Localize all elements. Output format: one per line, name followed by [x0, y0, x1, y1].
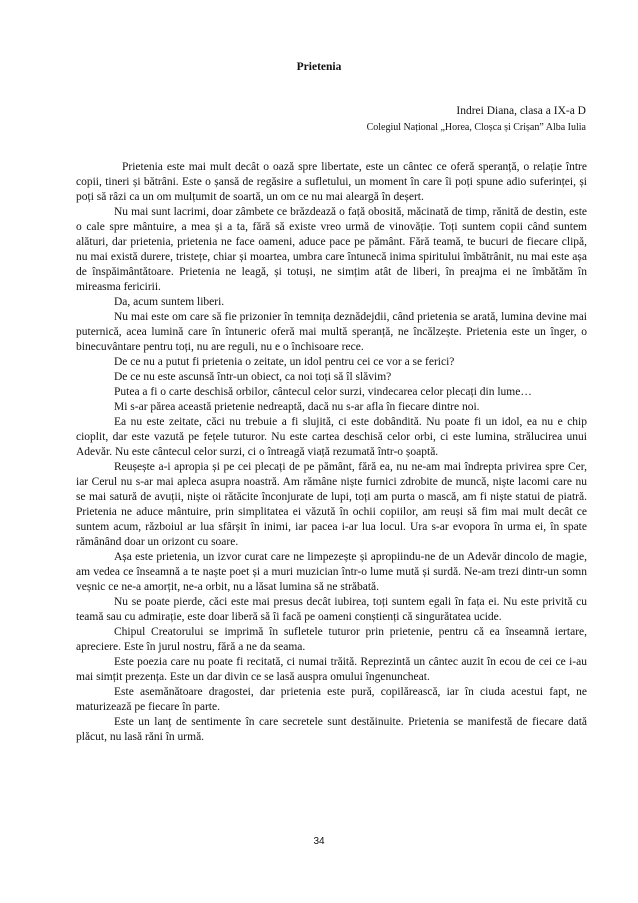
paragraph: Nu mai este om care să fie prizonier în temnița deznădejdii, când prietenia se arată, lumina devine mai puternică, acea lumină care în întuneric oferă mai multă speranță, ne încălzește. Prietenia este un înger, o binecuvântare pentru toți, nu are reguli, nu e o închisoare rece.	[76, 311, 587, 353]
paragraph: Mi s-ar părea această prietenie nedreaptă, dacă nu s-ar afla în fiecare dintre noi.	[114, 401, 480, 413]
paragraph: Ea nu este zeitate, căci nu trebuie a fi slujită, ci este dobândită. Nu poate fi un idol, ea nu e chip cioplit, dar este vazută pe fețele tuturor. Nu este cartea deschisă celor orbi, ci este lumina, strălucirea unui Adevăr. Nu este cântecul celor surzi, ci o întreagă viață rezumată într-o șoaptă.	[76, 416, 587, 458]
document-title: Prietenia	[296, 61, 342, 73]
paragraph: Este poezia care nu poate fi recitată, ci numai trăită. Reprezintă un cântec auzit în ecou de cei ce i-au mai simțit prezența. Este un dar divin ce se lasă auspra omului îngenuncheat.	[76, 656, 587, 683]
author-line: Indrei Diana, clasa a IX-a D	[456, 105, 586, 117]
paragraph: Reușește a-i apropia și pe cei plecați de pe pământ, fără ea, nu ne-am mai îndrepta privirea spre Cer, iar Cerul nu s-ar mai apleca asupra noastră. Am rămâne niște furnici zdrobite de muncă, niște lacomi care nu se mai satură de avuții, niște oi rătăcite înconjurate de lupi, toți am purta o mască, am fi niște statui de piatră. Prietenia ne aduce mântuire, prin simplitatea ei văzută în ochii copiilor, am reuși să fim mai mult decât ce suntem acum, războiul ar lua sfârșit în inimi, iar pacea i-ar lua locul. Ura s-ar evopora în urma ei, în spate rămânând doar un orizont cu soare.	[76, 461, 587, 548]
paragraph: Da, acum suntem liberi.	[114, 296, 225, 308]
paragraph: Este un lanț de sentimente în care secretele sunt destăinuite. Prietenia se manifestă de fiecare dată plăcut, nu lasă răni în urmă.	[76, 716, 587, 743]
paragraph: Putea a fi o carte deschisă orbilor, cântecul celor surzi, vindecarea celor plecați din lume…	[114, 386, 532, 398]
paragraph: Este asemănătoare dragostei, dar prietenia este pură, copilărească, iar în ciuda acestui fapt, ne maturizează pe fiecare în parte.	[76, 686, 587, 713]
paragraph: Așa este prietenia, un izvor curat care ne limpezește și apropiindu-ne de un Adevăr dincolo de magie, am vedea ce înseamnă a te naște poet și a muri muzician într-o lume mută și surdă. Ne-am trezi dintr-un somn veșnic ce ne-a amorțit, ne-a orbit, nu a lăsat lumina să ne străbată.	[76, 551, 587, 593]
paragraph: Nu se poate pierde, căci este mai presus decât iubirea, toți suntem egali în fața ei. Nu este privită cu teamă sau cu admirație, este doar liberă să îi facă pe oameni conștienți că singurătatea ucide.	[76, 596, 587, 623]
school-line: Colegiul Național „Horea, Cloșca și Crișan” Alba Iulia	[366, 122, 586, 133]
paragraph: Prietenia este mai mult decât o oază spre libertate, este un cântec ce oferă speranță, o relație între copii, tineri și bătrâni. Este o șansă de regăsire a sufletului, un moment în care îi poți spune adio suferinței, și poți să râzi ca un om mulțumit de soartă, un om ce nu mai aleargă în deșert.	[76, 161, 587, 203]
paragraph: De ce nu este ascunsă într-un obiect, ca noi toți să îl slăvim?	[114, 371, 392, 383]
paragraph: Nu mai sunt lacrimi, doar zâmbete ce brăzdează o față obosită, măcinată de timp, rănită de destin, este o cale spre mântuire, a mea și a ta, fără să existe vreo urmă de vinovăție. Toți suntem copii când suntem alături, dar prietenia, prietenia ne face oameni, aduce pace pe pământ. Fără teamă, te bucuri de fiecare clipă, nu mai există durere, tristețe, chiar și moartea, umbra care întunecă inima spiritului îmbătrânit, nu mai este așa de înspăimântătoare. Prietenia ne leagă, și totuși, ne simțim atât de liberi, în preajma ei ne îmbătăm în mireasma fericirii.	[76, 206, 587, 293]
paragraph: De ce nu a putut fi prietenia o zeitate, un idol pentru cei ce vor a se ferici?	[114, 356, 455, 368]
document-body	[76, 160, 587, 745]
paragraph: Chipul Creatorului se imprimă în sufletele tuturor prin prietenie, pentru că ea înseamnă iertare, apreciere. Este în jurul nostru, fără a ne da seama.	[76, 626, 587, 653]
page-number: 34	[313, 836, 325, 847]
